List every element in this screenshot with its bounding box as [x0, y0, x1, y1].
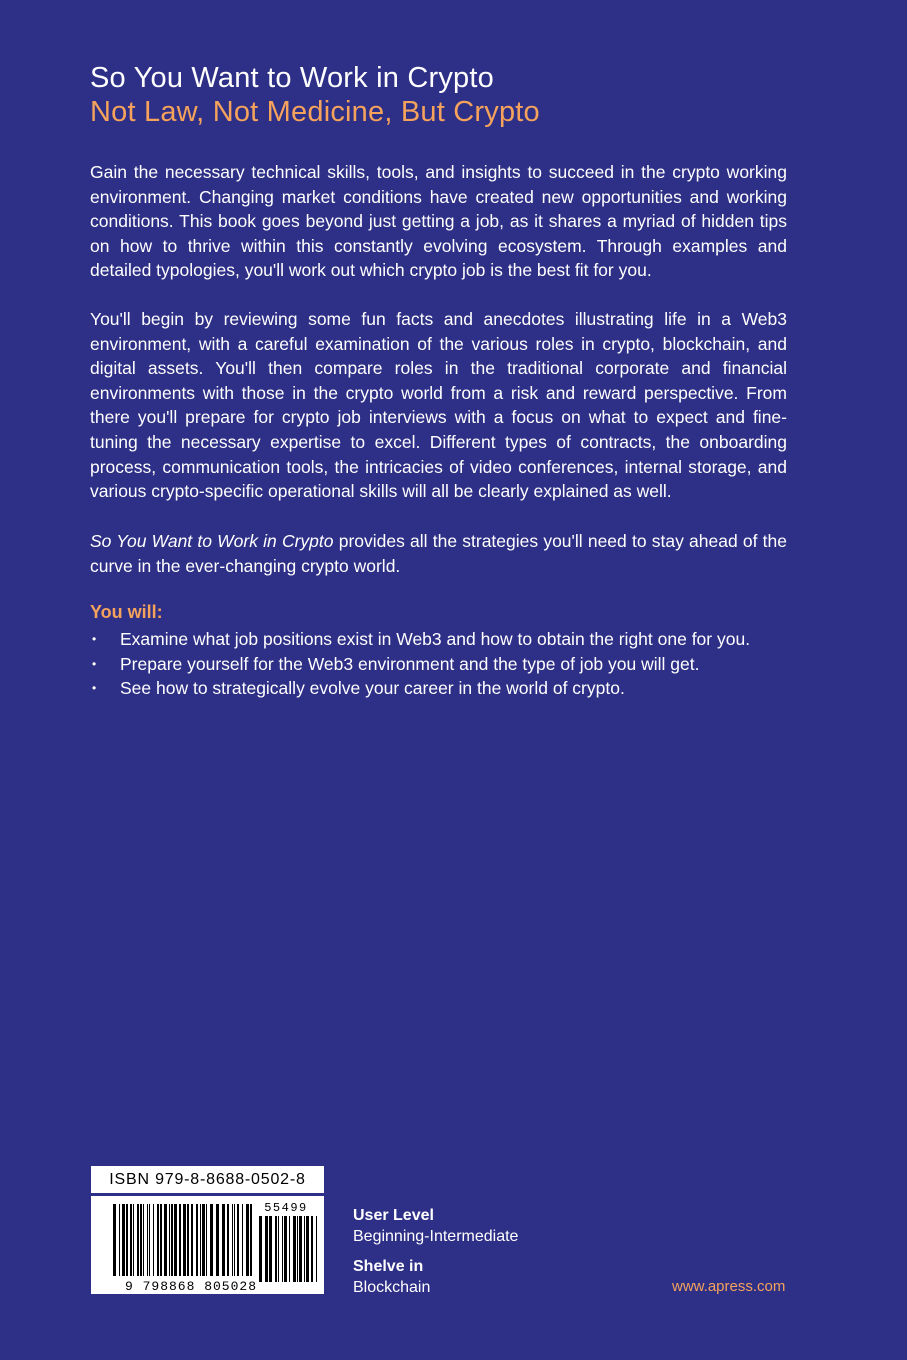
barcode-bar — [269, 1216, 272, 1282]
barcode-bar — [200, 1204, 201, 1276]
barcode-bar — [259, 1216, 262, 1282]
list-item — [90, 676, 750, 701]
barcode-bar — [187, 1204, 189, 1276]
barcode-bar — [153, 1204, 154, 1276]
barcode-bar — [202, 1204, 205, 1276]
barcode-bar — [284, 1216, 287, 1282]
publisher-website: www.apress.com — [672, 1278, 786, 1295]
shelve-in-value: Blockchain — [353, 1279, 431, 1296]
barcode-bar — [232, 1204, 233, 1276]
barcode-bar — [216, 1204, 219, 1276]
barcode-bar — [164, 1204, 167, 1276]
barcode-bar — [222, 1204, 225, 1276]
barcode-bar — [316, 1216, 317, 1282]
bullet-icon: • — [92, 632, 97, 646]
barcode-bar — [137, 1204, 139, 1276]
barcode-graphic — [91, 1196, 324, 1294]
barcode-bar — [237, 1204, 239, 1276]
barcode-bar — [147, 1204, 148, 1276]
list-item — [90, 652, 750, 677]
barcode-bar — [122, 1204, 125, 1276]
book-title: So You Want to Work in Crypto — [90, 62, 494, 94]
barcode-addon-number: 55499 — [264, 1201, 308, 1215]
description-paragraph-1: Gain the necessary technical skills, tools, and insights to succeed in the crypto working environment. Changing market conditions have created new opportunities and working conditions. This book goes beyond just getting a job, as it shares a myriad of hidden tips on how to thrive within this constantly evolving ecosystem. Through examples and detailed typologies, you'll work out which crypto job is the best fit for you. — [90, 162, 787, 281]
barcode-bar — [126, 1204, 128, 1276]
barcode-bar — [306, 1216, 309, 1282]
barcode-bar — [196, 1204, 198, 1276]
barcode-bar — [311, 1216, 313, 1282]
barcode-bar — [275, 1216, 277, 1282]
barcode-bar — [293, 1216, 296, 1282]
you-will-list — [90, 627, 750, 701]
paragraph-3-text: provides all the strategies you'll need to stay ahead of the curve in the ever-changing crypto world. — [90, 531, 787, 576]
isbn-label: ISBN 979-8-8688-0502-8 — [91, 1166, 324, 1193]
barcode-bar — [140, 1204, 142, 1276]
barcode-bar — [234, 1204, 235, 1276]
barcode-bar — [265, 1216, 268, 1282]
barcode-bar — [143, 1204, 144, 1276]
list-item-text: See how to strategically evolve your career in the world of crypto. — [120, 678, 625, 699]
barcode-bar — [304, 1216, 305, 1282]
user-level-value: Beginning-Intermediate — [353, 1228, 519, 1245]
book-subtitle: Not Law, Not Medicine, But Crypto — [90, 96, 540, 128]
barcode-bar — [119, 1204, 120, 1276]
barcode-bar — [278, 1216, 279, 1282]
barcode-bar — [282, 1216, 283, 1282]
list-item — [90, 627, 750, 652]
barcode-bar — [246, 1204, 249, 1276]
barcode-bar — [227, 1204, 229, 1276]
barcode-bar — [157, 1204, 159, 1276]
barcode-bar — [242, 1204, 243, 1276]
barcode-bar — [113, 1204, 116, 1276]
barcode — [91, 1196, 324, 1294]
description-paragraph-3 — [90, 529, 787, 578]
barcode-bar — [169, 1204, 170, 1276]
book-title-italic: So You Want to Work in Crypto — [90, 531, 334, 551]
barcode-bar — [133, 1204, 134, 1276]
barcode-bar — [149, 1204, 150, 1276]
barcode-bar — [206, 1204, 207, 1276]
description-paragraph-2: You'll begin by reviewing some fun facts and anecdotes illustrating life in a Web3 environment, with a careful examination of the various roles in crypto, blockchain, and digital assets. You'll then compare roles in the traditional corporate and financial environments with those in the crypto world from a risk and reward perspective. From there you'll prepare for crypto job interviews with a focus on what to expect and fine-tuning the necessary expertise to excel. Different types of contracts, the onboarding process, communication tools, the intricacies of video conferences, internal storage, and various crypto-specific operational skills will all be clearly explained as well. — [90, 309, 787, 502]
barcode-bar — [250, 1204, 252, 1276]
barcode-bar — [210, 1204, 213, 1276]
barcode-bar — [183, 1204, 186, 1276]
barcode-bar — [297, 1216, 298, 1282]
barcode-bar — [171, 1204, 173, 1276]
list-item-text: Examine what job positions exist in Web3 and how to obtain the right one for you. — [120, 629, 751, 649]
bullet-icon: • — [92, 681, 97, 696]
barcode-bar — [289, 1216, 290, 1282]
you-will-heading: You will: — [90, 602, 163, 622]
shelve-in-label: Shelve in — [353, 1258, 424, 1275]
bullet-icon: • — [92, 656, 97, 671]
list-item-text: Prepare yourself for the Web3 environment and the type of job you will get. — [120, 653, 700, 674]
barcode-number: 9 798868 805028 — [124, 1279, 258, 1294]
user-level-label: User Level — [353, 1207, 434, 1224]
barcode-bar — [174, 1204, 177, 1276]
barcode-bar — [160, 1204, 162, 1276]
barcode-bar — [191, 1204, 193, 1276]
barcode-bar — [299, 1216, 302, 1282]
barcode-bar — [130, 1204, 132, 1276]
barcode-bar — [179, 1204, 181, 1276]
